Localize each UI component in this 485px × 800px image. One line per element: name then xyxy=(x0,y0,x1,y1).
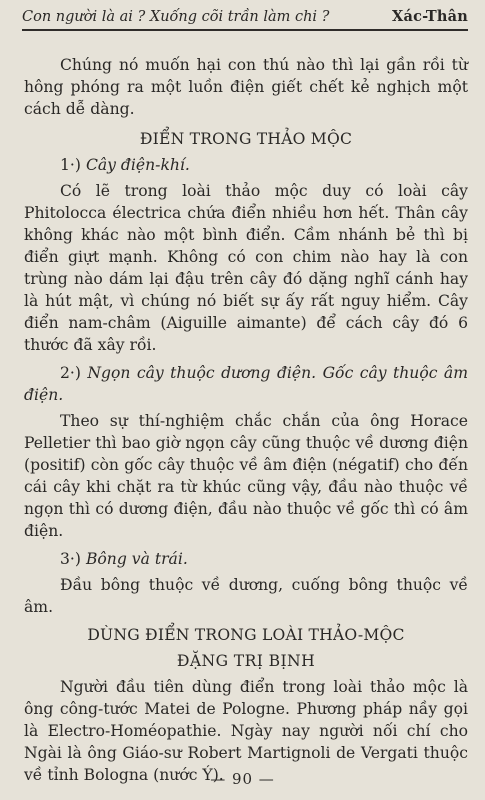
paragraph: Đầu bông thuộc về dương, cuống bông thuộc về âm. xyxy=(24,576,468,616)
section-heading-continued: ĐẶNG TRỊ BỊNH xyxy=(176,652,316,670)
subsection-number: 2·) xyxy=(60,364,81,382)
running-header-title: Con người là ai ? Xuống cõi trần làm chi ? xyxy=(22,9,330,25)
running-header-chapter: Xác-Thân xyxy=(392,8,468,25)
section-heading: DÙNG ĐIỂN TRONG LOÀI THẢO-MỘC xyxy=(87,626,405,644)
body-text xyxy=(24,54,468,792)
page-number: — 90 — xyxy=(210,770,275,788)
subsection-title: Ngọn cây thuộc dương điện. Gốc cây thuộc âm điện. xyxy=(24,364,468,404)
subsection-number: 1·) xyxy=(60,156,81,174)
paragraph: Chúng nó muốn hại con thú nào thì lại gần rồi từ hông phóng ra một luồn điện giết chết kẻ nghịch một cách dễ dàng. xyxy=(24,56,468,118)
subsection-number: 3·) xyxy=(60,550,81,568)
paragraph: Theo sự thí-nghiệm chắc chắn của ông Horace Pelletier thì bao giờ ngọn cây cũng thuộc về dương điện (positif) còn gốc cây thuộc về âm điện (négatif) cho đến cái cây khi chặt ra từ khúc cũng vậy, đầu nào thuộc về ngọn thì có dương điện, đầu nào thuộc về gốc thì có âm điện. xyxy=(24,412,468,540)
running-header xyxy=(22,8,468,31)
subsection-heading xyxy=(24,362,468,406)
subsection-heading xyxy=(24,154,468,176)
paragraph: Người đầu tiên dùng điển trong loài thảo mộc là ông công-tước Matei de Pologne. Phương pháp nầy gọi là Electro-Homéopathie. Ngày nay người nối chí cho Ngài là ông Giáo-sư Robert Martignoli de Vergati thuộc về tỉnh Bologna (nước Ý). xyxy=(24,678,468,784)
subsection-title: Cây điện-khí. xyxy=(85,156,190,174)
subsection-heading xyxy=(24,548,468,570)
subsection-title: Bông và trái. xyxy=(85,550,188,568)
section-heading: ĐIỂN TRONG THẢO MỘC xyxy=(139,130,353,148)
paragraph: Có lẽ trong loài thảo mộc duy có loài cây Phitolocca électrica chứa điển nhiều hơn hết. Thân cây không khác nào một bình điển. Cầm nhánh bẻ thì bị điển giựt mạnh. Không có con chim nào hay là con trùng nào dám lại đậu trên cây đó dặng nghĩ cánh hay là hút mật, vì chúng nó biết sự ấy rất nguy hiểm. Cây điển nam-châm (Aiguille aimante) để cách cây đó 6 thước đã xây rồi. xyxy=(24,182,468,354)
